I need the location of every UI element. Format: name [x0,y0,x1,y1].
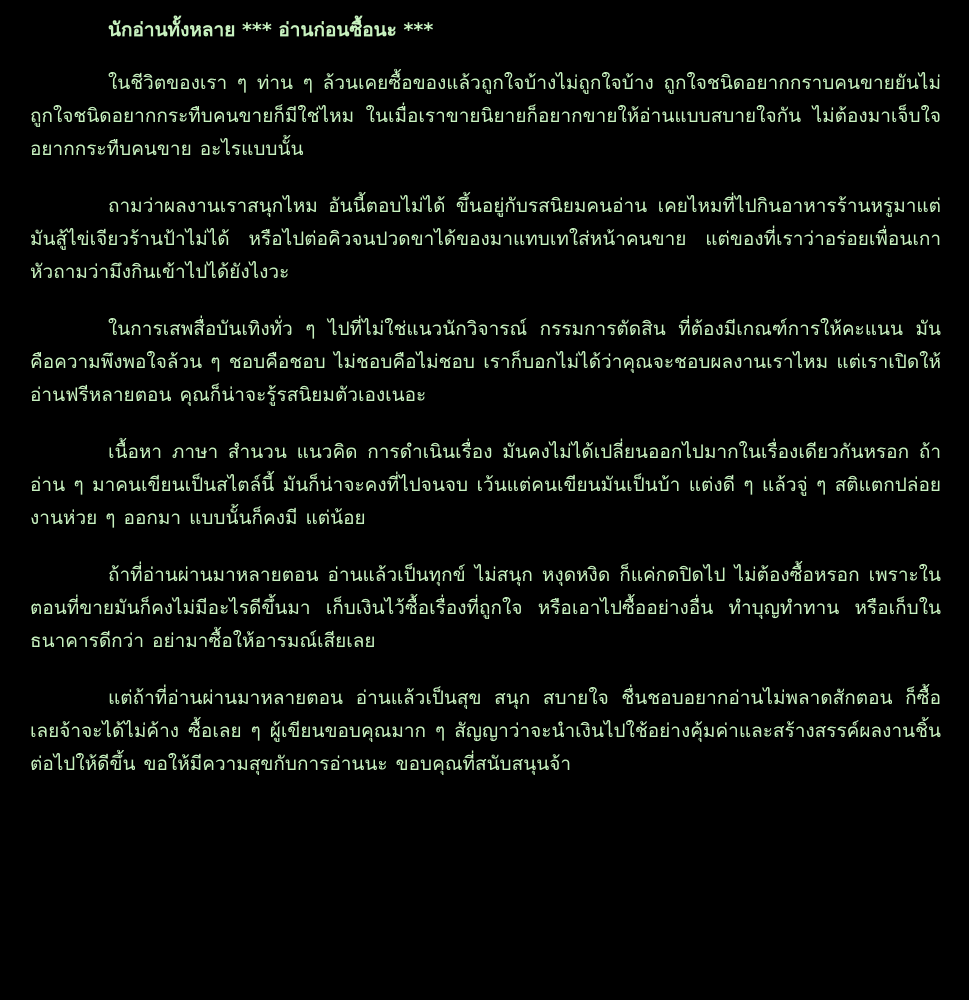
paragraph-3: ในการเสพสื่อบันเทิงทั่ว ๆ ไปที่ไม่ใช่แนวนักวิจารณ์ กรรมการตัดสิน ที่ต้องมีเกณฑ์การให้คะแนน มันคือความพึงพอใจล้วน ๆ ชอบคือชอบ ไม่ชอบคือไม่ชอบ เราก็บอกไม่ได้ว่าคุณจะชอบผลงานเราไหม แต่เราเปิดให้อ่านฟรีหลายตอน คุณก็น่าจะรู้รสนิยมตัวเองเนอะ [30,318,941,406]
paragraph-1: ในชีวิตของเรา ๆ ท่าน ๆ ล้วนเคยซื้อของแล้วถูกใจบ้างไม่ถูกใจบ้าง ถูกใจชนิดอยากกราบคนขายยันไม่ถูกใจชนิดอยากกระทืบคนขายก็มีใช่ไหม ในเมื่อเราขายนิยายก็อยากขายให้อ่านแบบสบายใจกัน ไม่ต้องมาเจ็บใจอยากกระทืบคนขาย อะไรแบบนั้น [30,72,941,160]
paragraph-2: ถามว่าผลงานเราสนุกไหม อันนี้ตอบไม่ได้ ขึ้นอยู่กับรสนิยมคนอ่าน เคยไหมที่ไปกินอาหารร้านหรูมาแต่มันสู้ไข่เจียวร้านป้าไม่ได้ หรือไปต่อคิวจนปวดขาได้ของมาแทบเทใส่หน้าคนขาย แต่ของที่เราว่าอร่อยเพื่อนเกาหัวถามว่ามึงกินเข้าไปได้ยังไงวะ [30,195,941,283]
paragraph-6: แต่ถ้าที่อ่านผ่านมาหลายตอน อ่านแล้วเป็นสุข สนุก สบายใจ ชื่นชอบอยากอ่านไม่พลาดสักตอน ก็ซื้อเลยจ้าจะได้ไม่ค้าง ซื้อเลย ๆ ผู้เขียนขอบคุณมาก ๆ สัญญาว่าจะนำเงินไปใช้อย่างคุ้มค่าและสร้างสรรค์ผลงานชิ้นต่อไปให้ดีขึ้น ขอให้มีความสุขกับการอ่านนะ ขอบคุณที่สนับสนุนจ้า [30,687,941,775]
document-title: นักอ่านทั้งหลาย *** อ่านก่อนซื้อนะ *** [108,19,434,41]
paragraph-4: เนื้อหา ภาษา สำนวน แนวคิด การดำเนินเรื่อง มันคงไม่ได้เปลี่ยนออกไปมากในเรื่องเดียวกันหรอก ถ้าอ่าน ๆ มาคนเขียนเป็นสไตล์นี้ มันก็น่าจะคงที่ไปจนจบ เว้นแต่คนเขียนมันเป็นบ้า แต่งดี ๆ แล้วจู่ ๆ สติแตกปล่อยงานห่วย ๆ ออกมา แบบนั้นก็คงมี แต่น้อย [30,441,941,529]
paragraph-5: ถ้าที่อ่านผ่านมาหลายตอน อ่านแล้วเป็นทุกข์ ไม่สนุก หงุดหงิด ก็แค่กดปิดไป ไม่ต้องซื้อหรอก เพราะในตอนที่ขายมันก็คงไม่มีอะไรดีขึ้นมา เก็บเงินไว้ซื้อเรื่องที่ถูกใจ หรือเอาไปซื้ออย่างอื่น ทำบุญทำทาน หรือเก็บในธนาคารดีกว่า อย่ามาซื้อให้อารมณ์เสียเลย [30,564,941,652]
